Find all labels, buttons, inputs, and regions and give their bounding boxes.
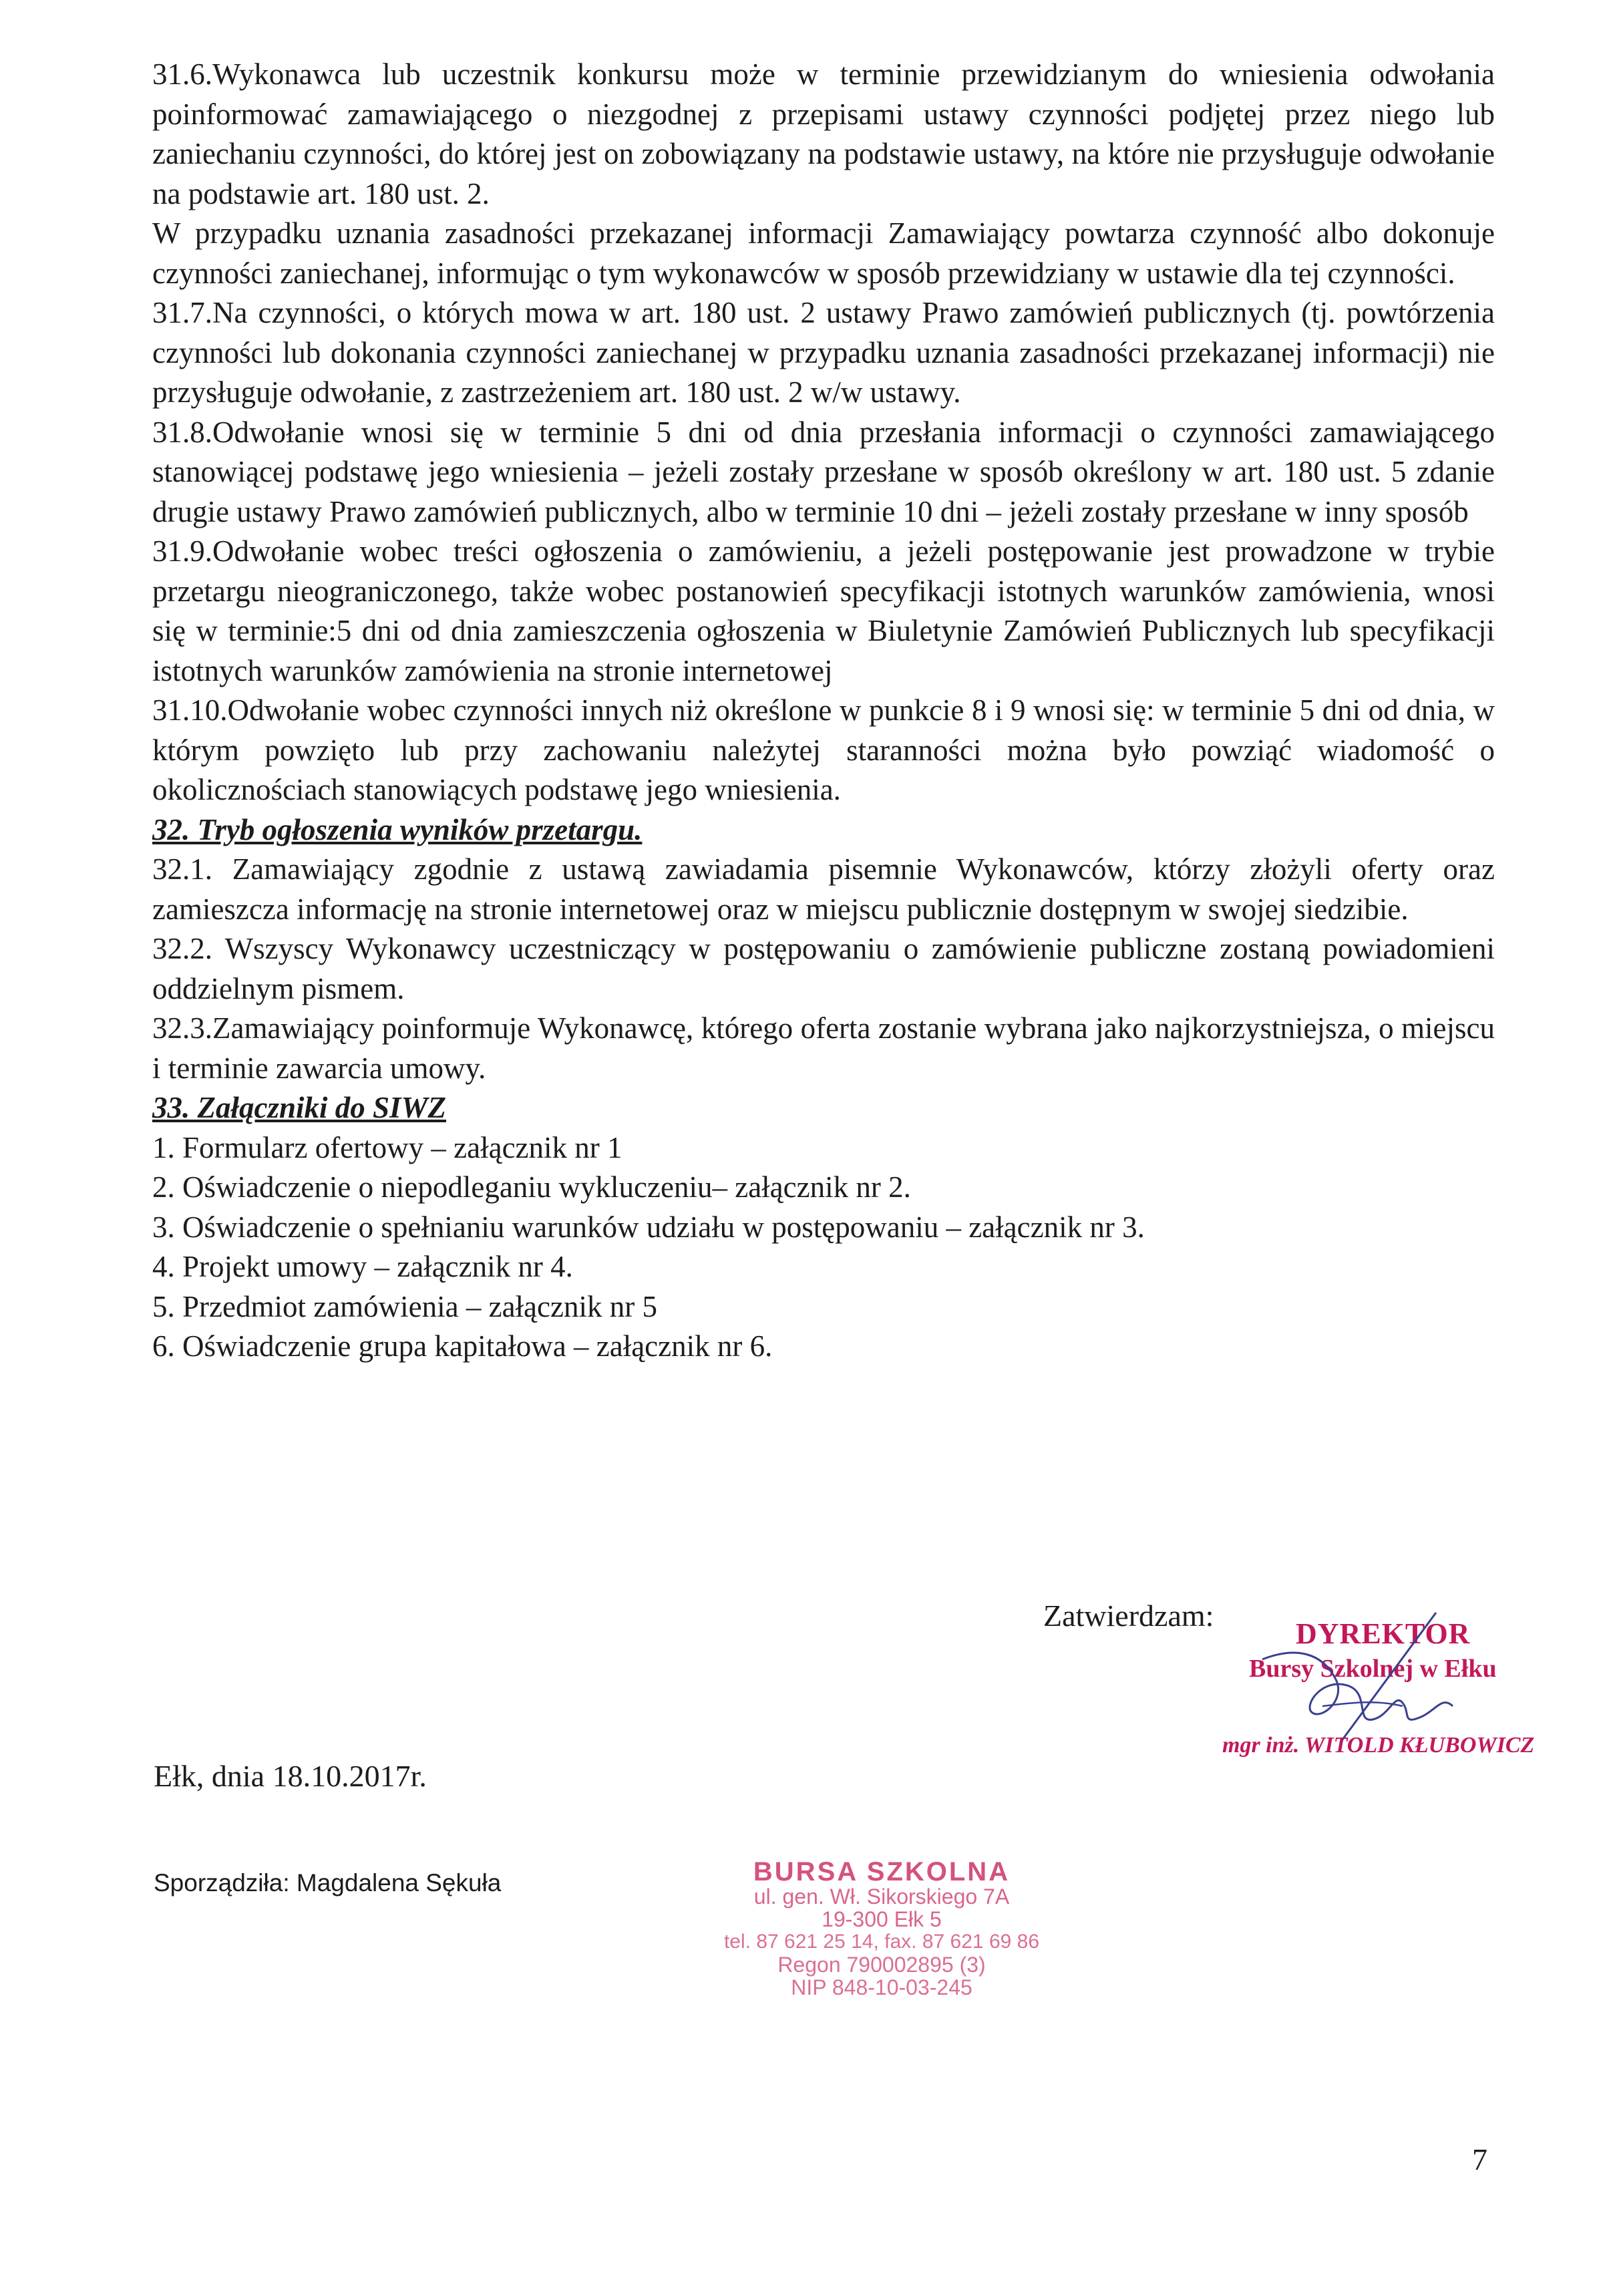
paragraph-31-9: 31.9.Odwołanie wobec treści ogłoszenia o zamówieniu, a jeżeli postępowanie jest prowadzone w trybie przetargu nieograniczonego, także wobec postanowień specyfikacji istotnych warunków zamówienia, wnosi się w terminie:5 dni od dnia zamieszczenia ogłoszenia w Biuletynie Zamówień Publicznych lub specyfikacji istotnych warunków zamówienia na stronie internetowej (152, 534, 1495, 687)
stamp-institution-name: BURSA SZKOLNA (753, 1857, 1011, 1887)
attachments-list (152, 1128, 1495, 1367)
city-date: Ełk, dnia 18.10.2017r. (154, 1759, 427, 1793)
prepared-by: Sporządziła: Magdalena Sękuła (154, 1869, 502, 1897)
paragraph-31-6: 31.6.Wykonawca lub uczestnik konkursu może w terminie przewidzianym do wniesienia odwołania poinformować zamawiającego o niezgodnej z przepisami ustawy czynności podjętej przez niego lub zaniechaniu czynności, do której jest on zobowiązany na podstawie ustawy, na które nie przysługuje odwołanie na podstawie art. 180 ust. 2. (152, 57, 1495, 210)
stamp-title: DYREKTOR (1296, 1617, 1471, 1650)
signature-icon (1222, 1606, 1570, 1773)
section-32-heading: 32. Tryb ogłoszenia wyników przetargu. (152, 812, 643, 846)
section-33-heading: 33. Załączniki do SIWZ (152, 1091, 447, 1124)
paragraph-31-6-continued: W przypadku uznania zasadności przekazanej informacji Zamawiający powtarza czynność albo dokonuje czynności zaniechanej, informując o tym wykonawców w sposób przewidziany w ustawie dla tej czynności. (152, 216, 1495, 290)
stamp-regon: Regon 790002895 (3) (777, 1953, 986, 1977)
stamp-phone: tel. 87 621 25 14, fax. 87 621 69 86 (723, 1931, 1040, 1953)
list-item: 5. Przedmiot zamówienia – załącznik nr 5 (152, 1289, 657, 1323)
director-stamp (1222, 1606, 1570, 1773)
paragraph-32-3: 32.3.Zamawiający poinformuje Wykonawcę, którego oferta zostanie wybrana jako najkorzystniejsza, o miejscu i terminie zawarcia umowy. (152, 1011, 1495, 1085)
stamp-director-name: mgr inż. WITOLD KŁUBOWICZ (1222, 1733, 1535, 1758)
stamp-city: 19-300 Ełk 5 (822, 1907, 942, 1931)
paragraph-32-1: 32.1. Zamawiający zgodnie z ustawą zawiadamia pisemnie Wykonawców, którzy złożyli oferty oraz zamieszcza informację na stronie internetowej oraz w miejscu publicznie dostępnym w swojej siedzibie. (152, 852, 1495, 926)
page-number: 7 (1472, 2142, 1487, 2176)
approval-label: Zatwierdzam: (1043, 1599, 1214, 1633)
stamp-nip: NIP 848-10-03-245 (791, 1975, 972, 1999)
institution-stamp (655, 1858, 1109, 1999)
paragraph-31-7: 31.7.Na czynności, o których mowa w art. 180 ust. 2 ustawy Prawo zamówień publicznych (tj. powtórzenia czynności lub dokonania czynności zaniechanej w przypadku uznania zasadności przekazanej informacji) nie przysługuje odwołanie, z zastrzeżeniem art. 180 ust. 2 w/w ustawy. (152, 296, 1495, 409)
list-item: 3. Oświadczenie o spełnianiu warunków udziału w postępowaniu – załącznik nr 3. (152, 1210, 1145, 1244)
stamp-organization: Bursy Szkolnej w Ełku (1249, 1655, 1497, 1683)
paragraph-31-8: 31.8.Odwołanie wnosi się w terminie 5 dni od dnia przesłania informacji o czynności zamawiającego stanowiącej podstawę jego wniesienia – jeżeli zostały przesłane w sposób określony w art. 180 ust. 5 zdanie drugie ustawy Prawo zamówień publicznych, albo w terminie 10 dni – jeżeli zostały przesłane w inny sposób (152, 415, 1495, 528)
list-item: 1. Formularz ofertowy – załącznik nr 1 (152, 1130, 622, 1164)
paragraph-32-2: 32.2. Wszyscy Wykonawcy uczestniczący w postępowaniu o zamówienie publiczne zostaną powiadomieni oddzielnym pismem. (152, 932, 1495, 1005)
document-body (152, 55, 1495, 1367)
stamp-street: ul. gen. Wł. Sikorskiego 7A (753, 1884, 1010, 1909)
paragraph-31-10: 31.10.Odwołanie wobec czynności innych niż określone w punkcie 8 i 9 wnosi się: w terminie 5 dni od dnia, w którym powzięto lub przy zachowaniu należytej staranności można było powziąć wiadomość o okolicznościach stanowiących podstawę jego wniesienia. (152, 693, 1495, 806)
list-item: 4. Projekt umowy – załącznik nr 4. (152, 1250, 573, 1283)
list-item: 2. Oświadczenie o niepodleganiu wykluczeniu– załącznik nr 2. (152, 1170, 911, 1204)
list-item: 6. Oświadczenie grupa kapitałowa – załącznik nr 6. (152, 1329, 773, 1363)
